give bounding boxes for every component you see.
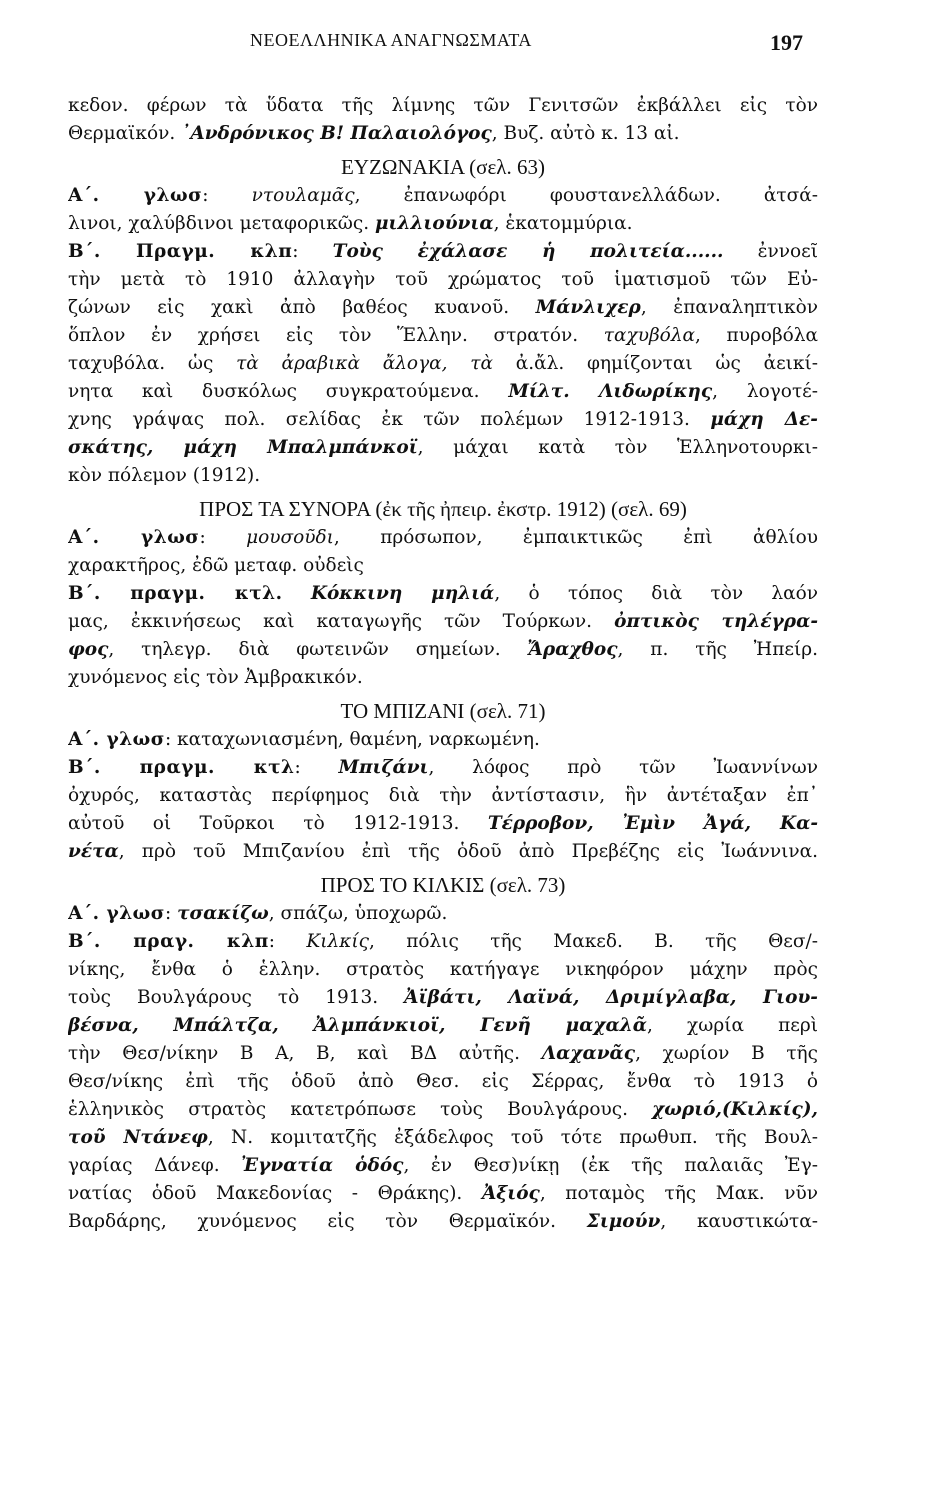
emphasis-text: σκάτης, μάχη Μπαλμπάνκοϊ <box>68 437 418 458</box>
emphasis-text: μιλλιούνια <box>374 213 494 234</box>
text-run: , πυροβόλα <box>695 325 818 346</box>
text-run: , τηλεγρ. διὰ φωτεινῶν σημείων. <box>108 639 528 660</box>
section-heading <box>68 692 818 726</box>
text-run: ΤΟ ΜΠΙΖΑΝΙ (σελ. 71) <box>340 699 546 723</box>
text-run: ΠΡΟΣ ΤΟ ΚΙΛΚΙΣ (σελ. 73) <box>320 873 566 897</box>
section-label: Β΄. πραγ. κλπ <box>68 931 269 952</box>
text-run: , πόλις τῆς Μακεδ. Β. τῆς Θεσ/- <box>368 931 818 952</box>
emphasis-text: τὰ ἀραβικὰ ἄλογα, τὰ <box>236 353 493 374</box>
text-run: τὴν μετὰ τὸ 1910 ἀλλαγὴν τοῦ χρώματος τοῦ ἱματισμοῦ τῶν Εὐ- <box>68 269 818 290</box>
text-run: , λογοτέ- <box>712 381 818 402</box>
text-run: , λόφος πρὸ τῶν Ἰωαννίνων <box>428 757 818 778</box>
text-run: κὸν πόλεμον (1912). <box>68 465 261 486</box>
text-line <box>68 636 818 664</box>
text-run: λινοι, χαλύβδινοι μεταφορικῶς. <box>68 213 375 234</box>
section-label: Β΄. Πραγμ. κλπ <box>68 241 293 262</box>
text-line <box>68 1124 818 1152</box>
text-line <box>68 1012 818 1040</box>
text-run: ἀ.ἄλ. φημίζονται ὡς ἀεικί- <box>492 353 818 374</box>
text-line <box>68 928 818 956</box>
text-run: νατίας ὁδοῦ Μακεδονίας - Θράκης). <box>68 1183 482 1204</box>
text-run: , μάχαι κατὰ τὸν Ἑλληνοτουρκι- <box>417 437 818 458</box>
text-run: χνης γράψας πολ. σελίδας ἐκ τῶν πολέμων 1912-1913. <box>68 409 711 430</box>
text-line <box>68 1068 818 1096</box>
running-header: ΝΕΟΕΛΛΗΝΙΚΑ ΑΝΑΓΝΩΣΜΑΤΑ <box>250 30 532 50</box>
text-run: τὴν Θεσ/νίκην Β Α, Β, καὶ ΒΔ αὐτῆς. <box>68 1043 542 1064</box>
text-line <box>68 210 818 238</box>
text-line <box>68 1180 818 1208</box>
section-label: Β΄. πραγμ. κτλ. <box>68 583 283 604</box>
text-line <box>68 378 818 406</box>
text-run: , καυστικώτα- <box>660 1211 818 1232</box>
text-run: ΠΡΟΣ ΤΑ ΣΥΝΟΡΑ (ἐκ τῆς ἠπειρ. ἐκστρ. 1912) (σελ. 69) <box>199 497 687 521</box>
emphasis-text: Κόκκινη μηλιά <box>310 583 495 604</box>
text-run: Βαρδάρης, χυνόμενος εἰς τὸν Θερμαϊκόν. <box>68 1211 587 1232</box>
text-run: , ποταμὸς τῆς Μακ. νῦν <box>539 1183 818 1204</box>
text-run: Θερμαϊκόν. <box>68 123 182 144</box>
text-run: , πρόσωπον, ἐμπαικτικῶς ἐπὶ ἀθλίου <box>333 527 818 548</box>
emphasis-text: Κιλκίς <box>306 931 369 952</box>
text-run: , χωρίον Β τῆς <box>635 1043 818 1064</box>
text-run: ὀχυρός, καταστὰς περίφημος διὰ τὴν ἀντίστασιν, ἣν ἀντέταξαν ἐπ᾿ <box>68 785 818 806</box>
emphasis-text: ντουλαμᾶς <box>251 185 355 206</box>
text-line <box>68 1096 818 1124</box>
text-run: , ὁ τόπος διὰ τὸν λαόν <box>494 583 818 604</box>
text-line <box>68 608 818 636</box>
emphasis-text: μάχη Δε- <box>710 409 818 430</box>
emphasis-text: ὀπτικὸς τηλέγρα- <box>614 611 818 632</box>
text-line <box>68 1040 818 1068</box>
emphasis-text: Ἄραχθος <box>527 639 618 660</box>
text-run: , Βυζ. αὐτὸ κ. 13 αἰ. <box>491 123 680 144</box>
text-line <box>68 120 818 148</box>
text-line <box>68 754 818 782</box>
text-run: , ἑκατομμύρια. <box>493 213 633 234</box>
text-line <box>68 984 818 1012</box>
text-line <box>68 462 818 490</box>
section-label: Α΄. γλωσ <box>68 729 165 750</box>
text-line <box>68 322 818 350</box>
text-run: Θεσ/νίκης ἐπὶ τῆς ὁδοῦ ἀπὸ Θεσ. εἰς Σέρρας, ἔνθα τὸ 1913 ὁ <box>68 1071 818 1092</box>
text-line <box>68 406 818 434</box>
emphasis-text: χωριό,(Κιλκίς), <box>652 1099 818 1120</box>
text-run: , σπάζω, ὑποχωρῶ. <box>268 903 448 924</box>
emphasis-text: νέτα <box>68 841 119 862</box>
emphasis-text: φος <box>68 639 109 660</box>
emphasis-text: Μάνλιχερ <box>535 297 641 318</box>
text-run: : καταχωνιασμένη, θαμένη, ναρκωμένη. <box>164 729 540 750</box>
text-run: : <box>164 903 178 924</box>
text-run: : <box>199 527 247 548</box>
text-run: ζώνων εἰς χακὶ ἀπὸ βαθέος κυανοῦ. <box>68 297 536 318</box>
text-run: γαρίας Δάνεφ. <box>68 1155 242 1176</box>
text-run: ἐννοεῖ <box>723 241 818 262</box>
text-line <box>68 350 818 378</box>
text-line <box>68 664 818 692</box>
emphasis-text: Ἀϊβάτι, Λαϊνά, Δριμίγλαβα, Γιου- <box>404 987 818 1008</box>
section-heading <box>68 866 818 900</box>
emphasis-text: Μίλτ. Λιδωρίκης <box>508 381 713 402</box>
text-run: , π. τῆς Ἠπείρ. <box>617 639 818 660</box>
text-line <box>68 838 818 866</box>
text-line <box>68 726 818 754</box>
text-run: ΕΥΖΩΝΑΚΙΑ (σελ. 63) <box>341 155 545 179</box>
text-run: νητα καὶ δυσκόλως συγκρατούμενα. <box>68 381 509 402</box>
section-label: Α΄. γλωσ <box>68 185 203 206</box>
emphasis-text: ᾿Ανδρόνικος Β! Παλαιολόγος <box>181 123 492 144</box>
emphasis-text: Μπιζάνι <box>338 757 429 778</box>
text-run: νίκης, ἔνθα ὁ ἑλλην. στρατὸς κατήγαγε νικηφόρον μάχην πρὸς <box>68 959 818 980</box>
section-heading <box>68 148 818 182</box>
text-run: κεδον. φέρων τὰ ὕδατα τῆς λίμνης τῶν Γενιτσῶν ἐκβάλλει εἰς τὸν <box>68 95 818 116</box>
emphasis-text: βέσνα, Μπάλτζα, Ἀλμπάνκιοϊ, Γενῆ μαχαλᾶ <box>68 1015 647 1036</box>
text-run: , ἐπανωφόρι φουστανελλάδων. ἀτσά- <box>354 185 818 206</box>
emphasis-text: ταχυβόλα <box>603 325 696 346</box>
text-run <box>283 583 311 604</box>
text-line <box>68 92 818 120</box>
section-label: Α΄. γλωσ <box>68 903 165 924</box>
text-run: : <box>202 185 252 206</box>
text-run: : <box>268 931 307 952</box>
text-line <box>68 810 818 838</box>
text-line <box>68 956 818 984</box>
page-body <box>68 92 818 1236</box>
text-line <box>68 1152 818 1180</box>
text-run: , πρὸ τοῦ Μπιζανίου ἐπὶ τῆς ὁδοῦ ἀπὸ Πρεβέζης εἰς Ἰωάννινα. <box>118 841 818 862</box>
text-run: ταχυβόλα. ὡς <box>68 353 237 374</box>
text-line <box>68 238 818 266</box>
text-run: , ἐν Θεσ)νίκῃ (ἐκ τῆς παλαιᾶς Ἐγ- <box>403 1155 818 1176</box>
emphasis-text: Σιμούν <box>586 1211 661 1232</box>
text-line <box>68 782 818 810</box>
section-label: Β΄. πραγμ. κτλ <box>68 757 295 778</box>
text-line <box>68 182 818 210</box>
text-run: μας, ἐκκινήσεως καὶ καταγωγῆς τῶν Τούρκων. <box>68 611 615 632</box>
text-line <box>68 266 818 294</box>
emphasis-text: Ἀξιός <box>481 1183 540 1204</box>
emphasis-text: τσακίζω <box>177 903 269 924</box>
text-line <box>68 900 818 928</box>
text-run: ἑλληνικὸς στρατὸς κατετρόπωσε τοὺς Βουλγάρους. <box>68 1099 653 1120</box>
text-run: χαρακτῆρος, ἐδῶ μεταφ. οὐδεὶς <box>68 555 364 576</box>
emphasis-text: Λαχανᾶς <box>541 1043 636 1064</box>
text-line <box>68 580 818 608</box>
text-line <box>68 434 818 462</box>
emphasis-text: Τέρροβον, Ἐμὶν Ἀγά, Κα- <box>487 813 818 834</box>
text-run: : <box>292 241 333 262</box>
text-run: , ἐπαναληπτικὸν <box>640 297 818 318</box>
text-run: αὐτοῦ οἱ Τοῦρκοι τὸ 1912-1913. <box>68 813 488 834</box>
emphasis-text: μουσοῦδι <box>246 527 334 548</box>
emphasis-text: Ἐγνατία ὁδός <box>241 1155 404 1176</box>
section-heading <box>68 490 818 524</box>
text-line <box>68 552 818 580</box>
page-number: 197 <box>770 30 803 55</box>
text-line <box>68 294 818 322</box>
section-label: Α΄. γλωσ <box>68 527 200 548</box>
emphasis-text: τοῦ Ντάνεφ <box>68 1127 208 1148</box>
text-run: , χωρία περὶ <box>647 1015 818 1036</box>
text-run: τοὺς Βουλγάρους τὸ 1913. <box>68 987 405 1008</box>
text-run: : <box>294 757 339 778</box>
text-run: ὅπλον ἐν χρήσει εἰς τὸν Ἕλλην. στρατόν. <box>68 325 604 346</box>
text-run: χυνόμενος εἰς τὸν Ἀμβρακικόν. <box>68 667 363 688</box>
emphasis-text: Τοὺς ἐχάλασε ἡ πολιτεία...... <box>332 241 724 262</box>
text-run: , Ν. κομιτατζῆς ἐξάδελφος τοῦ τότε πρωθυπ. τῆς Βουλ- <box>207 1127 818 1148</box>
text-line <box>68 1208 818 1236</box>
text-line <box>68 524 818 552</box>
